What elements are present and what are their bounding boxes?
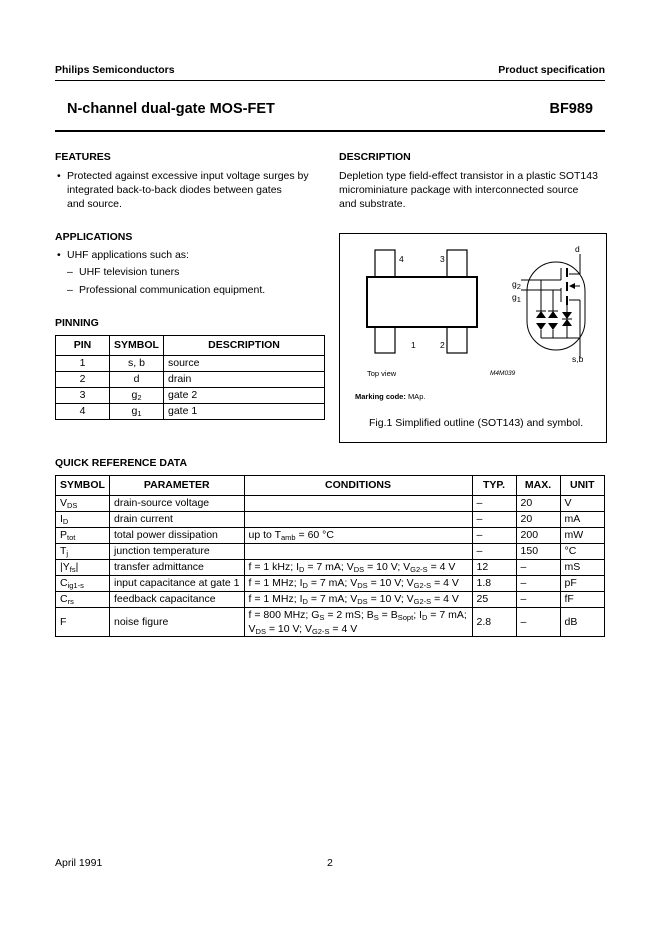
unit-cell: mW — [560, 528, 604, 544]
column-header: PARAMETER — [110, 476, 245, 496]
conditions-cell — [244, 512, 472, 528]
gate-letter: g — [512, 279, 517, 289]
pin-label-4: 4 — [399, 254, 404, 264]
table-row — [56, 560, 605, 576]
unit-cell: mS — [560, 560, 604, 576]
applications-heading: APPLICATIONS — [55, 231, 133, 243]
typ-cell: 2.8 — [472, 608, 516, 637]
applications-bullet: • — [57, 249, 61, 261]
feature-bullet: • — [57, 170, 61, 182]
parameter-cell: input capacitance at gate 1 — [110, 576, 245, 592]
package-and-symbol-drawing — [340, 234, 606, 442]
marking-label: Marking code: — [355, 392, 406, 401]
pin-description: source — [164, 356, 325, 372]
figure-caption: Fig.1 Simplified outline (SOT143) and symbol. — [369, 417, 584, 429]
column-header: MAX. — [516, 476, 560, 496]
column-header: DESCRIPTION — [164, 336, 325, 356]
application-item: Professional communication equipment. — [79, 284, 266, 296]
table-header-row — [56, 476, 605, 496]
symbol-text: V — [60, 497, 68, 509]
parameter-cell: total power dissipation — [110, 528, 245, 544]
quick-reference-table — [55, 475, 605, 637]
column-header: SYMBOL — [56, 476, 110, 496]
drawing-code: M4M039 — [490, 370, 516, 377]
quick-reference-heading: QUICK REFERENCE DATA — [55, 457, 188, 469]
pin-number: 1 — [56, 356, 110, 372]
pin-description: gate 2 — [164, 388, 325, 404]
symbol-text: |Y — [60, 561, 70, 573]
symbol-cell — [56, 496, 110, 512]
column-header: UNIT — [560, 476, 604, 496]
feature-line: integrated back-to-back diodes between gates — [67, 184, 282, 196]
symbol-cell — [56, 592, 110, 608]
pin-4-lead — [375, 250, 395, 277]
column-header: TYP. — [472, 476, 516, 496]
table-row — [56, 372, 325, 388]
typ-cell: 1.8 — [472, 576, 516, 592]
symbol-outline — [527, 262, 585, 350]
top-view-label: Top view — [367, 369, 397, 378]
figure-1 — [339, 233, 607, 443]
page-number: 2 — [327, 857, 333, 869]
applications-intro: UHF applications such as: — [67, 249, 189, 261]
feature-line: and source. — [67, 198, 122, 210]
pin-label-1: 1 — [411, 340, 416, 350]
gate1-label — [512, 292, 521, 302]
pin-description: drain — [164, 372, 325, 388]
company-name: Philips Semiconductors — [55, 64, 175, 76]
symbol-text: I — [60, 513, 63, 525]
pin-symbol — [110, 372, 164, 388]
product-title: N-channel dual-gate MOS-FET — [67, 101, 275, 117]
symbol-subscript: rs — [67, 597, 74, 606]
conditions-cell: f = 1 kHz; $I_D = 7$ mA; $V_{DS} = 10$ V; $V_{G2-S} = 4$ V — [244, 560, 472, 576]
unit-cell: pF — [560, 576, 604, 592]
max-cell: 150 — [516, 544, 560, 560]
symbol-suffix: | — [75, 561, 79, 573]
symbol-subscript: D — [62, 517, 69, 526]
pin-label-2: 2 — [440, 340, 445, 350]
features-heading: FEATURES — [55, 151, 111, 163]
symbol-text: d — [133, 373, 140, 385]
pin-3-lead — [447, 250, 467, 277]
pin-number: 4 — [56, 404, 110, 420]
symbol-text: C — [60, 577, 68, 589]
table-row — [56, 592, 605, 608]
max-cell: – — [516, 576, 560, 592]
description-line: and substrate. — [339, 198, 406, 210]
pin-symbol — [110, 388, 164, 404]
symbol-subscript: 2 — [137, 393, 142, 402]
typ-cell: – — [472, 512, 516, 528]
symbol-cell — [56, 576, 110, 592]
typ-cell: 25 — [472, 592, 516, 608]
conditions-cell: f = 800 MHz; $G_S = 2$ mS; $B_S = B_{Sopt}$; $I_D = 7$ mA; $V_{DS} = 10$ V; $V_{G2-S} = 4$ V — [244, 608, 472, 637]
max-cell: 20 — [516, 512, 560, 528]
symbol-subscript: 1 — [137, 409, 142, 418]
table-header-row — [56, 336, 325, 356]
gate-subscript: 1 — [516, 295, 521, 304]
symbol-text: C — [60, 593, 68, 605]
application-dash: – — [67, 266, 73, 278]
title-rule — [55, 130, 605, 132]
table-row — [56, 404, 325, 420]
symbol-text: s, b — [128, 357, 145, 369]
column-header: CONDITIONS — [244, 476, 472, 496]
symbol-cell — [56, 560, 110, 576]
application-item: UHF television tuners — [79, 266, 180, 278]
pinning-heading: PINNING — [55, 317, 99, 329]
typ-cell: – — [472, 528, 516, 544]
conditions-cell: up to $T_{amb} = 60$ °C — [244, 528, 472, 544]
parameter-cell: drain current — [110, 512, 245, 528]
footer-date: April 1991 — [55, 857, 103, 869]
symbol-subscript: ig1-s — [67, 581, 84, 590]
symbol-text: T — [60, 545, 67, 557]
pin-description: gate 1 — [164, 404, 325, 420]
table-row — [56, 356, 325, 372]
conditions-cell: f = 1 MHz; $I_D = 7$ mA; $V_{DS} = 10$ V; $V_{G2-S} = 4$ V — [244, 592, 472, 608]
feature-item — [67, 169, 309, 211]
symbol-subscript: j — [66, 549, 69, 558]
drain-label: d — [575, 244, 580, 254]
pin-1-lead — [375, 327, 395, 353]
table-row — [56, 496, 605, 512]
unit-cell: mA — [560, 512, 604, 528]
table-row — [56, 544, 605, 560]
typ-cell: – — [472, 544, 516, 560]
description-line: Depletion type field-effect transistor in a plastic SOT143 — [339, 170, 598, 182]
column-header: SYMBOL — [110, 336, 164, 356]
symbol-subscript: fs — [69, 565, 76, 574]
symbol-subscript: tot — [67, 533, 76, 542]
pin-symbol — [110, 356, 164, 372]
parameter-cell: feedback capacitance — [110, 592, 245, 608]
gate-subscript: 2 — [516, 282, 521, 291]
conditions-cell: f = 1 MHz; $I_D = 7$ mA; $V_{DS} = 10$ V; $V_{G2-S} = 4$ V — [244, 576, 472, 592]
max-cell: – — [516, 608, 560, 637]
unit-cell: fF — [560, 592, 604, 608]
parameter-cell: noise figure — [110, 608, 245, 637]
parameter-cell: transfer admittance — [110, 560, 245, 576]
marking-code — [355, 392, 425, 401]
description-heading: DESCRIPTION — [339, 151, 411, 163]
pin-label-3: 3 — [440, 254, 445, 264]
pin-symbol — [110, 404, 164, 420]
symbol-cell — [56, 544, 110, 560]
table-row — [56, 512, 605, 528]
package-body — [367, 277, 477, 327]
unit-cell: °C — [560, 544, 604, 560]
description-line: microminiature package with interconnected source — [339, 184, 579, 196]
table-row — [56, 388, 325, 404]
max-cell: 20 — [516, 496, 560, 512]
symbol-text: g — [131, 405, 138, 417]
pinning-table — [55, 335, 325, 420]
gate-letter: g — [512, 292, 517, 302]
max-cell: – — [516, 560, 560, 576]
header-rule — [55, 80, 605, 81]
symbol-cell — [56, 512, 110, 528]
symbol-text: F — [60, 615, 67, 628]
parameter-cell: drain-source voltage — [110, 496, 245, 512]
description-text — [339, 169, 598, 211]
unit-cell: V — [560, 496, 604, 512]
conditions-cell — [244, 496, 472, 512]
column-header: PIN — [56, 336, 110, 356]
pin-number: 3 — [56, 388, 110, 404]
table-row — [56, 528, 605, 544]
source-bulk-label: s,b — [572, 354, 584, 364]
symbol-text: g — [131, 389, 138, 401]
parameter-cell: junction temperature — [110, 544, 245, 560]
symbol-cell — [56, 608, 110, 637]
typ-cell: 12 — [472, 560, 516, 576]
part-number: BF989 — [549, 101, 593, 117]
pin-number: 2 — [56, 372, 110, 388]
table-row — [56, 608, 605, 637]
max-cell: 200 — [516, 528, 560, 544]
typ-cell: – — [472, 496, 516, 512]
gate2-label — [512, 279, 521, 289]
pin-2-lead — [447, 327, 467, 353]
document-type: Product specification — [498, 64, 605, 76]
application-dash: – — [67, 284, 73, 296]
feature-line: Protected against excessive input voltage surges by — [67, 170, 309, 182]
conditions-cell — [244, 544, 472, 560]
symbol-subscript: DS — [67, 501, 78, 510]
symbol-text: P — [60, 529, 68, 541]
unit-cell: dB — [560, 608, 604, 637]
table-row — [56, 576, 605, 592]
max-cell: – — [516, 592, 560, 608]
marking-value: MAp. — [407, 392, 426, 401]
symbol-cell — [56, 528, 110, 544]
